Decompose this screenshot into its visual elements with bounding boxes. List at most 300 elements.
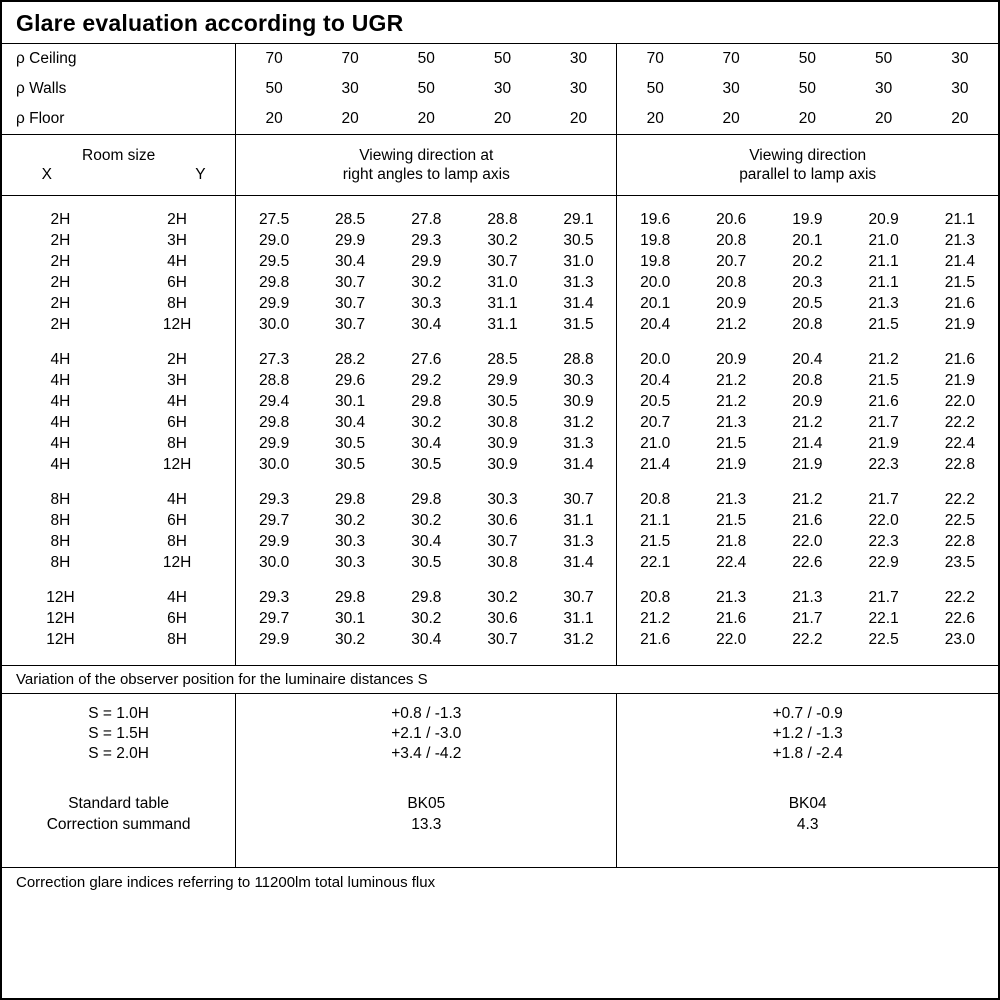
cell-value: 31.4 xyxy=(563,456,594,473)
walls-value: 50 xyxy=(798,80,817,97)
cell-x: 2H xyxy=(50,295,71,312)
cell-y: 3H xyxy=(167,232,187,249)
cell-value: 29.9 xyxy=(487,372,518,389)
cell-y: 8H xyxy=(167,295,187,312)
cell-value: 19.9 xyxy=(792,211,823,228)
spacer xyxy=(2,196,998,210)
cell-value: 20.7 xyxy=(716,253,747,270)
table-row xyxy=(2,315,998,336)
cell-value: 20.9 xyxy=(716,295,747,312)
cell-y: 4H xyxy=(167,393,187,410)
viewing-direction-parallel xyxy=(617,135,998,195)
cell-value: 27.3 xyxy=(236,350,312,371)
floor-value: 20 xyxy=(417,110,435,127)
variation-label: S = 1.0H xyxy=(88,704,149,722)
cell-value: 29.5 xyxy=(236,252,312,273)
cell-value: 20.8 xyxy=(716,274,747,291)
cell-value: 30.7 xyxy=(487,253,518,270)
cell-y: 6H xyxy=(167,414,187,431)
cell-y: 6H xyxy=(167,274,187,291)
cell-x: 12H xyxy=(46,610,75,627)
cell-value: 29.3 xyxy=(411,232,442,249)
cell-x: 8H xyxy=(50,491,71,508)
cell-x: 2H xyxy=(50,316,71,333)
cell-value: 30.0 xyxy=(236,455,312,476)
table-row xyxy=(2,630,998,651)
spacer xyxy=(2,476,998,490)
cell-value: 28.8 xyxy=(236,371,312,392)
floor-value: 20 xyxy=(341,110,359,127)
variation-row xyxy=(2,694,998,724)
cell-x: 2H xyxy=(50,253,71,270)
cell-value: 22.5 xyxy=(944,512,975,529)
cell-value: 30.2 xyxy=(411,414,442,431)
cell-value: 21.2 xyxy=(868,351,899,368)
cell-value: 31.4 xyxy=(563,554,594,571)
table-row xyxy=(2,455,998,476)
cell-value: 21.9 xyxy=(868,435,899,452)
cell-value: 21.9 xyxy=(792,456,823,473)
cell-y: 8H xyxy=(167,533,187,550)
cell-value: 21.5 xyxy=(617,532,693,553)
cell-value: 22.3 xyxy=(868,456,899,473)
ceiling-value: 30 xyxy=(569,50,588,67)
cell-value: 29.9 xyxy=(411,253,442,270)
table-row xyxy=(2,434,998,455)
cell-value: 21.1 xyxy=(617,511,693,532)
cell-value: 30.4 xyxy=(411,533,442,550)
axis-x-label: X xyxy=(41,165,52,183)
cell-value: 20.8 xyxy=(792,372,823,389)
label-ceiling: ρ Ceiling xyxy=(16,50,77,67)
cell-value: 21.2 xyxy=(716,393,747,410)
floor-value: 20 xyxy=(569,110,588,127)
spacer xyxy=(2,846,998,867)
table-row xyxy=(2,609,998,630)
cell-value: 30.2 xyxy=(411,274,442,291)
cell-value: 22.1 xyxy=(868,610,899,627)
cell-value: 21.7 xyxy=(868,589,899,606)
table-row xyxy=(2,294,998,315)
cell-value: 30.7 xyxy=(487,533,518,550)
cell-value: 20.2 xyxy=(792,253,823,270)
cell-value: 21.8 xyxy=(716,533,747,550)
cell-value: 30.6 xyxy=(487,512,518,529)
table-row xyxy=(2,532,998,553)
row-ceiling-reflectance xyxy=(2,44,998,74)
cell-value: 30.4 xyxy=(334,253,366,270)
cell-x: 2H xyxy=(50,274,71,291)
cell-value: 30.7 xyxy=(334,316,366,333)
cell-value: 30.5 xyxy=(411,456,442,473)
cell-x: 4H xyxy=(50,372,71,389)
cell-value: 20.8 xyxy=(716,232,747,249)
cell-value: 30.1 xyxy=(334,393,366,410)
walls-value: 30 xyxy=(951,80,969,97)
cell-value: 30.9 xyxy=(487,456,518,473)
ceiling-value: 70 xyxy=(722,50,740,67)
cell-value: 30.9 xyxy=(487,435,518,452)
cell-value: 28.8 xyxy=(487,211,518,228)
cell-y: 4H xyxy=(167,253,187,270)
cell-value: 20.8 xyxy=(617,490,693,511)
ceiling-value: 50 xyxy=(493,50,512,67)
cell-value: 30.4 xyxy=(334,414,366,431)
cell-y: 4H xyxy=(167,491,187,508)
variation-label: S = 2.0H xyxy=(88,744,149,762)
cell-value: 20.4 xyxy=(617,315,693,336)
cell-value: 21.6 xyxy=(792,512,823,529)
cell-value: 31.3 xyxy=(563,533,594,550)
cell-value: 21.2 xyxy=(792,414,823,431)
cell-value: 30.3 xyxy=(563,372,594,389)
cell-y: 12H xyxy=(162,456,192,473)
cell-value: 27.8 xyxy=(411,211,442,228)
label-floor: ρ Floor xyxy=(16,110,65,127)
cell-value: 30.5 xyxy=(487,393,518,410)
variation-row xyxy=(2,744,998,774)
cell-x: 8H xyxy=(50,512,71,529)
cell-value: 28.2 xyxy=(334,351,366,368)
cell-value: 29.8 xyxy=(334,589,366,606)
cell-value: 21.4 xyxy=(944,253,975,270)
cell-value: 20.0 xyxy=(617,273,693,294)
cell-value: 23.5 xyxy=(944,554,975,571)
cell-y: 6H xyxy=(167,610,187,627)
cell-value: 20.6 xyxy=(716,211,747,228)
table-row xyxy=(2,413,998,434)
cell-value: 21.5 xyxy=(944,274,975,291)
cell-value: 20.5 xyxy=(792,295,823,312)
reflectance-table xyxy=(2,44,998,135)
correction-summand-label: Correction summand xyxy=(46,816,191,833)
cell-x: 4H xyxy=(50,435,71,452)
variation-label: S = 1.5H xyxy=(88,724,149,742)
cell-value: 30.4 xyxy=(411,316,442,333)
cell-value: 22.8 xyxy=(944,456,975,473)
cell-value: 21.3 xyxy=(716,491,747,508)
cell-value: 31.4 xyxy=(563,295,594,312)
cell-value: 21.2 xyxy=(617,609,693,630)
footer-note: Correction glare indices referring to 11200lm total luminous flux xyxy=(16,873,436,891)
cell-value: 29.8 xyxy=(411,589,442,606)
cell-value: 30.7 xyxy=(334,295,366,312)
cell-value: 30.7 xyxy=(563,589,594,606)
cell-value: 21.2 xyxy=(792,491,823,508)
cell-value: 22.9 xyxy=(868,554,899,571)
cell-value: 19.8 xyxy=(617,231,693,252)
cell-value: 21.4 xyxy=(617,455,693,476)
table-row xyxy=(2,392,998,413)
cell-value: 21.6 xyxy=(716,610,747,627)
cell-x: 8H xyxy=(50,554,71,571)
cell-value: 22.2 xyxy=(792,631,823,648)
table-row xyxy=(2,210,998,231)
cell-y: 2H xyxy=(167,351,187,368)
correction-summand-right-angles: 13.3 xyxy=(236,815,617,846)
cell-value: 30.6 xyxy=(487,610,518,627)
cell-value: 22.0 xyxy=(716,631,747,648)
cell-value: 22.8 xyxy=(944,533,975,550)
viewing-direction-right-angles xyxy=(236,135,617,195)
cell-value: 30.2 xyxy=(487,232,518,249)
cell-value: 30.1 xyxy=(334,610,366,627)
cell-value: 30.7 xyxy=(487,631,518,648)
cell-y: 2H xyxy=(167,211,187,228)
cell-y: 8H xyxy=(167,435,187,452)
cell-value: 30.3 xyxy=(334,554,366,571)
cell-value: 31.3 xyxy=(563,435,594,452)
cell-value: 29.7 xyxy=(236,609,312,630)
page-title: Glare evaluation according to UGR xyxy=(16,10,404,36)
variation-right-angles: +3.4 / -4.2 xyxy=(236,744,617,774)
cell-value: 22.0 xyxy=(944,393,975,410)
cell-value: 21.3 xyxy=(792,589,823,606)
cell-value: 29.9 xyxy=(334,232,366,249)
cell-value: 22.4 xyxy=(716,554,747,571)
cell-value: 20.8 xyxy=(792,316,823,333)
cell-value: 31.1 xyxy=(487,316,518,333)
cell-value: 30.4 xyxy=(411,435,442,452)
walls-value: 30 xyxy=(569,80,588,97)
room-size-label: Room size xyxy=(82,146,156,164)
table-row xyxy=(2,252,998,273)
cell-value: 21.3 xyxy=(868,295,899,312)
cell-value: 29.1 xyxy=(563,211,594,228)
cell-value: 30.8 xyxy=(487,554,518,571)
cell-value: 28.8 xyxy=(563,351,594,368)
variation-right-angles: +2.1 / -3.0 xyxy=(236,724,617,744)
cell-x: 8H xyxy=(50,533,71,550)
cell-value: 21.3 xyxy=(944,232,975,249)
cell-value: 30.4 xyxy=(411,631,442,648)
cell-value: 21.6 xyxy=(944,351,975,368)
cell-value: 22.0 xyxy=(868,512,899,529)
standard-table-right-angles: BK05 xyxy=(236,794,617,815)
cell-value: 29.8 xyxy=(411,393,442,410)
cell-x: 12H xyxy=(46,589,75,606)
walls-value: 30 xyxy=(493,80,512,97)
cell-x: 4H xyxy=(50,456,71,473)
cell-value: 20.1 xyxy=(617,294,693,315)
cell-y: 4H xyxy=(167,589,187,606)
variation-parallel: +1.8 / -2.4 xyxy=(617,744,998,774)
cell-value: 29.8 xyxy=(334,491,366,508)
cell-x: 4H xyxy=(50,393,71,410)
cell-value: 20.9 xyxy=(792,393,823,410)
cell-value: 20.9 xyxy=(716,351,747,368)
cell-value: 20.5 xyxy=(617,392,693,413)
table-row xyxy=(2,350,998,371)
standard-table-label: Standard table xyxy=(68,795,170,812)
variation-row xyxy=(2,724,998,744)
ceiling-value: 50 xyxy=(417,50,435,67)
label-walls: ρ Walls xyxy=(16,80,67,97)
view-parallel-line2: parallel to lamp axis xyxy=(739,165,877,183)
ceiling-value: 30 xyxy=(951,50,969,67)
cell-value: 29.0 xyxy=(236,231,312,252)
spacer xyxy=(2,651,998,665)
cell-value: 21.0 xyxy=(617,434,693,455)
floor-value: 20 xyxy=(722,110,740,127)
floor-value: 20 xyxy=(951,110,969,127)
correction-summand-parallel: 4.3 xyxy=(617,815,998,846)
cell-value: 31.1 xyxy=(487,295,518,312)
axis-y-label: Y xyxy=(195,165,206,183)
spacer xyxy=(2,336,998,350)
cell-value: 29.9 xyxy=(236,294,312,315)
floor-value: 20 xyxy=(874,110,893,127)
cell-value: 22.6 xyxy=(944,610,975,627)
cell-x: 4H xyxy=(50,414,71,431)
cell-value: 29.6 xyxy=(334,372,366,389)
ceiling-value: 70 xyxy=(341,50,359,67)
cell-value: 29.7 xyxy=(236,511,312,532)
cell-value: 21.1 xyxy=(868,274,899,291)
cell-value: 21.0 xyxy=(868,232,899,249)
cell-value: 21.3 xyxy=(716,589,747,606)
ceiling-value: 50 xyxy=(874,50,893,67)
cell-value: 31.1 xyxy=(563,610,594,627)
walls-value: 30 xyxy=(722,80,740,97)
cell-value: 29.9 xyxy=(236,434,312,455)
table-row xyxy=(2,231,998,252)
table-row xyxy=(2,490,998,511)
cell-value: 29.8 xyxy=(236,273,312,294)
table-row xyxy=(2,588,998,609)
cell-value: 29.9 xyxy=(236,630,312,651)
floor-value: 20 xyxy=(236,104,312,135)
cell-value: 21.1 xyxy=(868,253,899,270)
cell-value: 31.0 xyxy=(487,274,518,291)
correction-summand-row xyxy=(2,815,998,846)
cell-value: 19.6 xyxy=(617,210,693,231)
cell-value: 21.5 xyxy=(716,512,747,529)
variation-parallel: +1.2 / -1.3 xyxy=(617,724,998,744)
cell-x: 12H xyxy=(46,631,75,648)
cell-value: 30.2 xyxy=(487,589,518,606)
cell-value: 30.7 xyxy=(334,274,366,291)
cell-value: 22.3 xyxy=(868,533,899,550)
cell-value: 28.5 xyxy=(334,211,366,228)
cell-value: 30.5 xyxy=(563,232,594,249)
row-floor-reflectance xyxy=(2,104,998,135)
spacer xyxy=(2,774,998,794)
cell-value: 31.1 xyxy=(563,512,594,529)
cell-value: 20.4 xyxy=(792,351,823,368)
cell-value: 28.5 xyxy=(487,351,518,368)
ceiling-value: 70 xyxy=(617,44,693,74)
cell-value: 30.5 xyxy=(411,554,442,571)
cell-value: 27.6 xyxy=(411,351,442,368)
ceiling-value: 50 xyxy=(798,50,817,67)
view-right-angles-line1: Viewing direction at xyxy=(359,146,494,164)
cell-value: 22.1 xyxy=(617,553,693,574)
cell-value: 22.2 xyxy=(944,589,975,606)
walls-value: 50 xyxy=(236,74,312,104)
cell-value: 30.2 xyxy=(411,610,442,627)
cell-value: 21.7 xyxy=(868,414,899,431)
ugr-data-table xyxy=(2,196,998,665)
variation-right-angles: +0.8 / -1.3 xyxy=(236,694,617,724)
cell-value: 29.8 xyxy=(236,413,312,434)
walls-value: 50 xyxy=(617,74,693,104)
floor-value: 20 xyxy=(493,110,512,127)
variation-parallel: +0.7 / -0.9 xyxy=(617,694,998,724)
cell-value: 20.9 xyxy=(868,211,899,228)
cell-value: 22.2 xyxy=(944,414,975,431)
cell-value: 30.5 xyxy=(334,456,366,473)
cell-value: 21.6 xyxy=(868,393,899,410)
cell-value: 31.0 xyxy=(563,253,594,270)
walls-value: 50 xyxy=(417,80,435,97)
floor-value: 20 xyxy=(617,104,693,135)
cell-value: 21.9 xyxy=(944,316,975,333)
walls-value: 30 xyxy=(341,80,359,97)
cell-value: 21.6 xyxy=(617,630,693,651)
spacer xyxy=(2,574,998,588)
cell-y: 12H xyxy=(162,316,192,333)
cell-value: 21.2 xyxy=(716,372,747,389)
view-parallel-line1: Viewing direction xyxy=(749,146,867,164)
cell-value: 22.6 xyxy=(792,554,823,571)
cell-y: 6H xyxy=(167,512,187,529)
cell-value: 21.5 xyxy=(716,435,747,452)
standard-table-parallel: BK04 xyxy=(617,794,998,815)
table-row xyxy=(2,273,998,294)
cell-value: 31.2 xyxy=(563,414,594,431)
cell-value: 22.2 xyxy=(944,491,975,508)
cell-value: 30.9 xyxy=(563,393,594,410)
floor-value: 20 xyxy=(798,110,817,127)
table-row xyxy=(2,371,998,392)
cell-value: 21.7 xyxy=(868,491,899,508)
table-row xyxy=(2,511,998,532)
table-row xyxy=(2,553,998,574)
cell-value: 21.9 xyxy=(944,372,975,389)
cell-value: 23.0 xyxy=(944,631,975,648)
cell-value: 29.2 xyxy=(411,372,442,389)
cell-value: 29.8 xyxy=(411,491,442,508)
cell-value: 20.0 xyxy=(617,350,693,371)
cell-value: 20.3 xyxy=(792,274,823,291)
cell-value: 21.7 xyxy=(792,610,823,627)
cell-value: 20.4 xyxy=(617,371,693,392)
ceiling-value: 70 xyxy=(236,44,312,74)
cell-value: 30.3 xyxy=(334,533,366,550)
cell-value: 20.8 xyxy=(617,588,693,609)
cell-value: 29.3 xyxy=(236,588,312,609)
cell-value: 31.5 xyxy=(563,316,594,333)
cell-value: 21.3 xyxy=(716,414,747,431)
cell-value: 30.5 xyxy=(334,435,366,452)
cell-x: 2H xyxy=(50,232,71,249)
cell-value: 30.8 xyxy=(487,414,518,431)
cell-x: 2H xyxy=(50,211,71,228)
cell-value: 31.3 xyxy=(563,274,594,291)
cell-value: 20.7 xyxy=(617,413,693,434)
column-group-header xyxy=(2,135,998,196)
room-size-header xyxy=(2,135,236,195)
cell-value: 30.3 xyxy=(487,491,518,508)
cell-value: 30.0 xyxy=(236,553,312,574)
cell-value: 21.4 xyxy=(792,435,823,452)
cell-value: 19.8 xyxy=(617,252,693,273)
view-right-angles-line2: right angles to lamp axis xyxy=(342,165,510,183)
variation-table xyxy=(2,694,998,867)
cell-value: 29.4 xyxy=(236,392,312,413)
cell-value: 21.5 xyxy=(868,372,899,389)
